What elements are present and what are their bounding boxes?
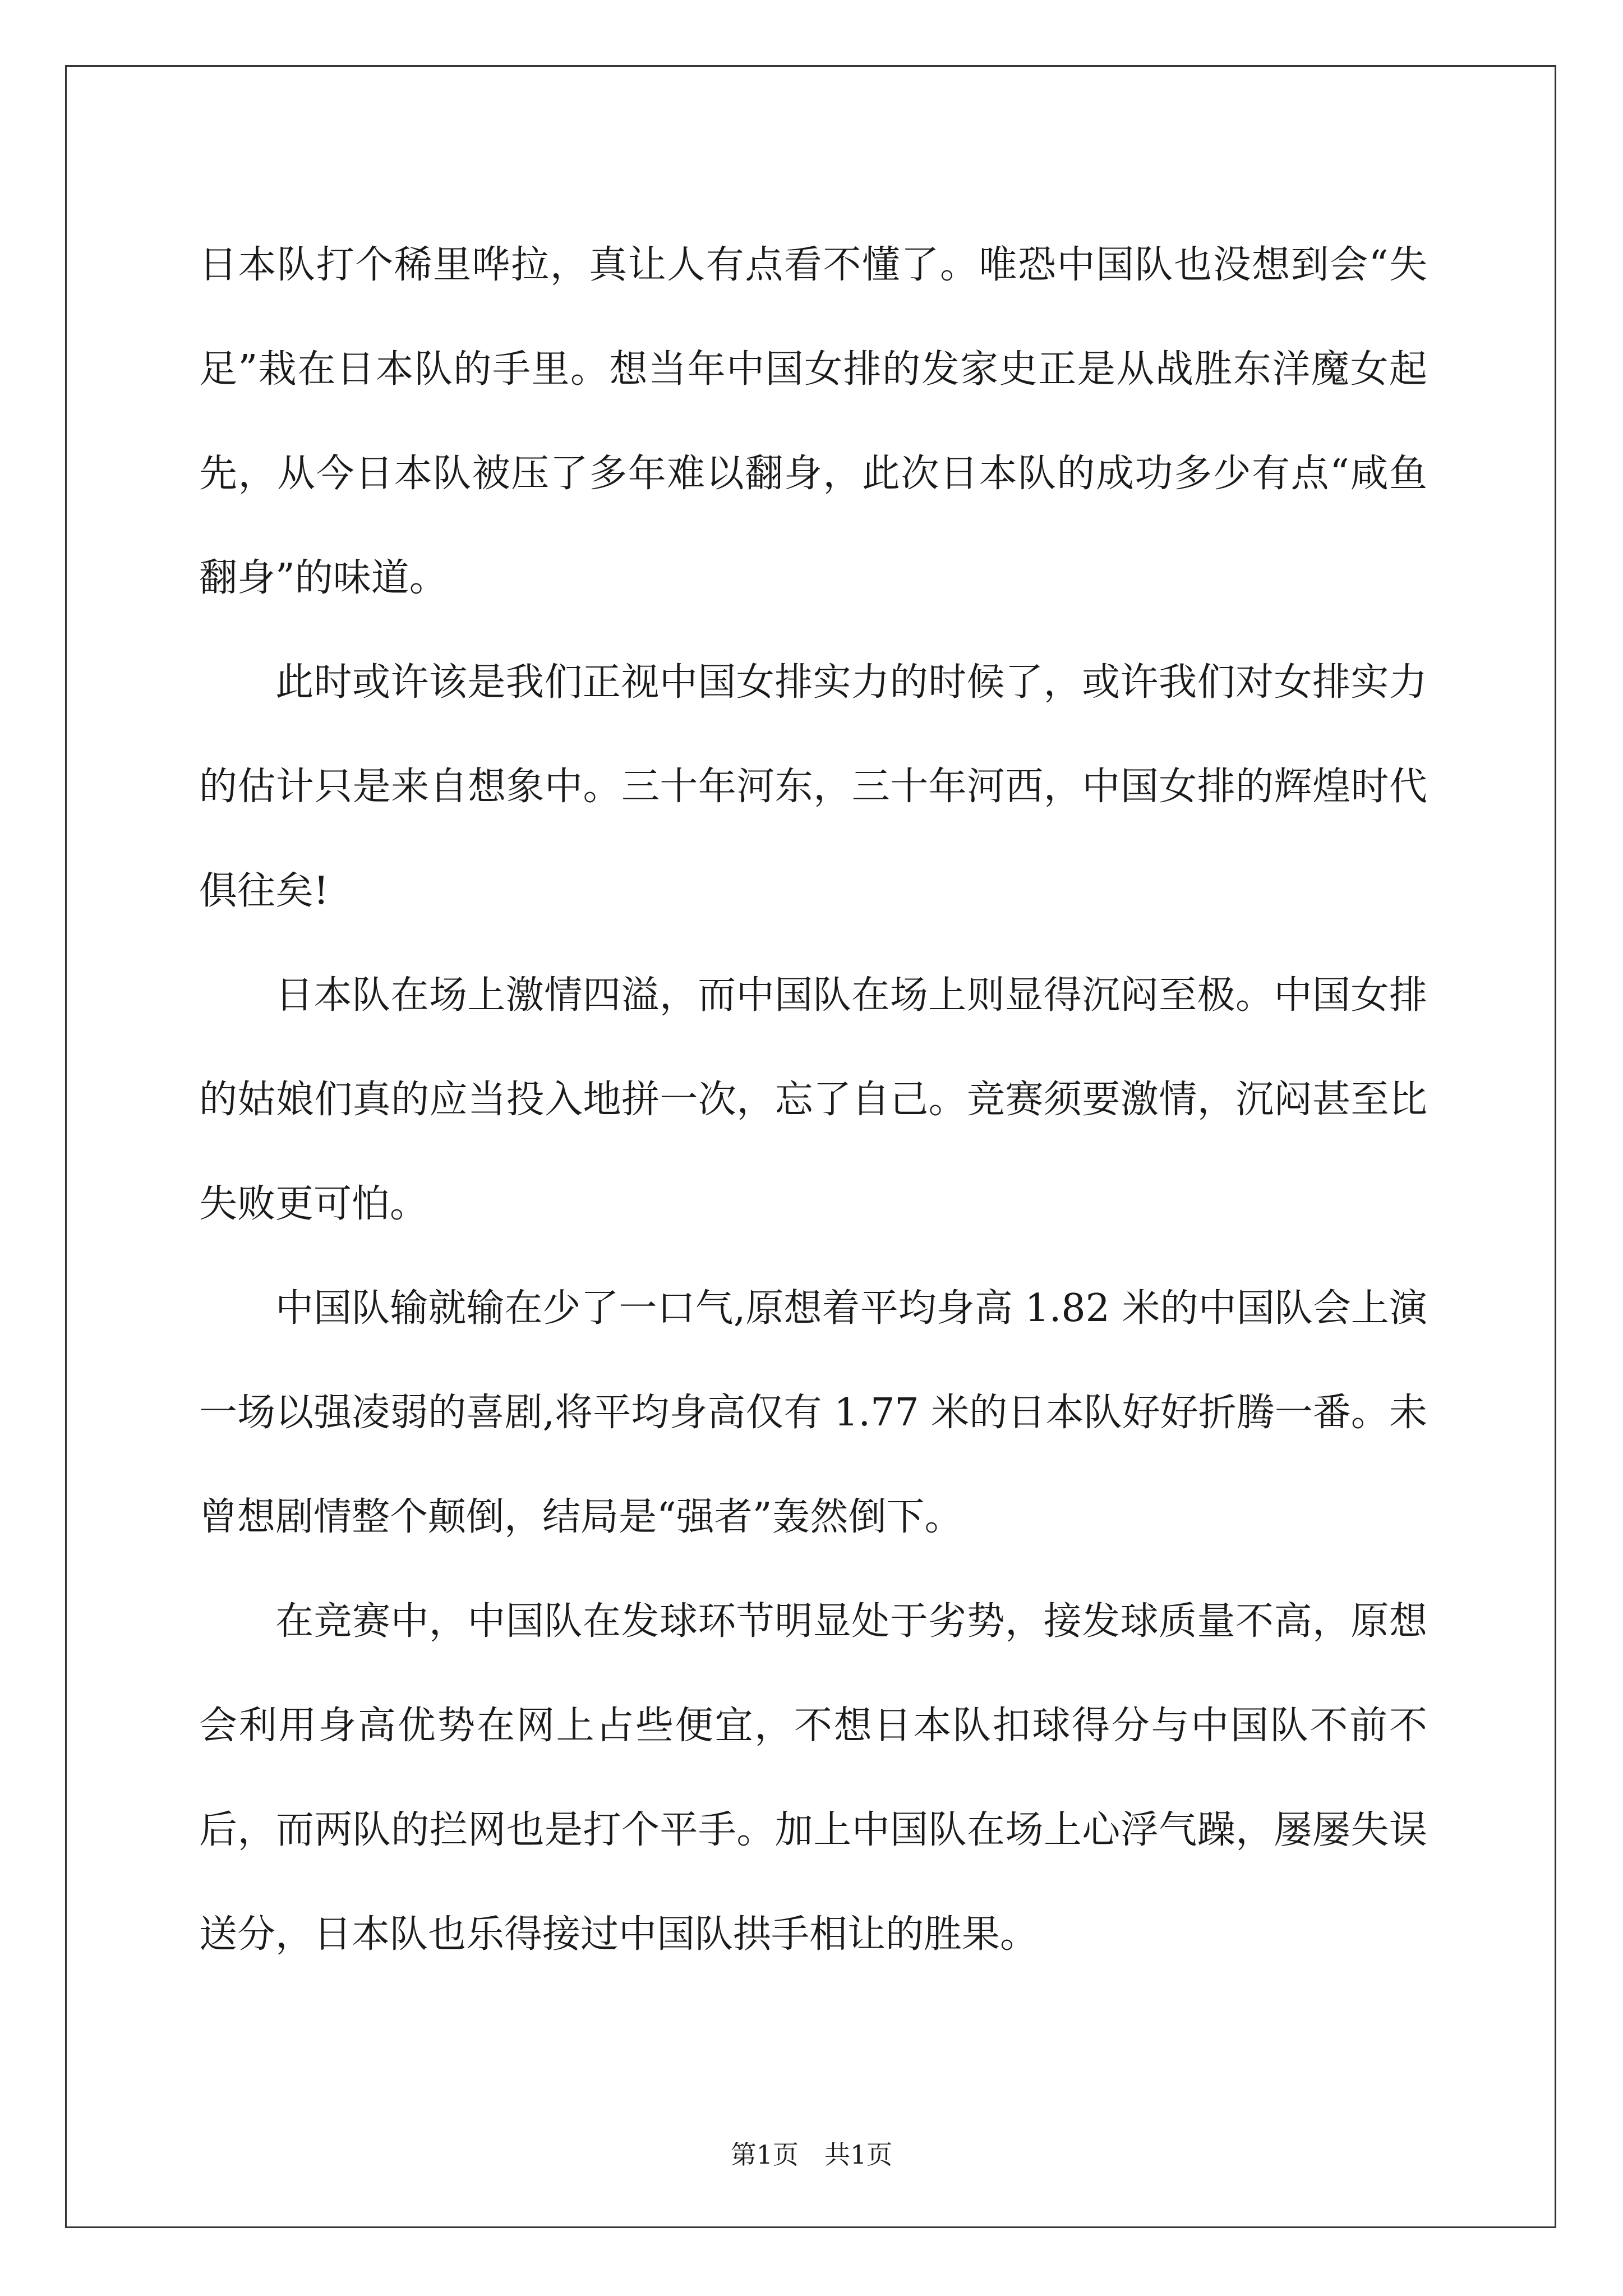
paragraph: 日本队打个稀里哗拉，真让人有点看不懂了。唯恐中国队也没想到会“失足”栽在日本队的手里。想当年中国女排的发家史正是从战胜东洋魔女起先，从今日本队被压了多年难以翻身，此次日本队的成功多少有点“咸鱼翻身”的味道。 [199, 243, 1427, 600]
paragraph: 日本队在场上激情四溢，而中国队在场上则显得沉闷至极。中国女排的姑娘们真的应当投入地拼一次，忘了自己。竞赛须要激情，沉闷甚至比失败更可怕。 [199, 973, 1427, 1226]
document-body [199, 213, 1427, 1987]
paragraph: 中国队输就输在少了一口气,原想着平均身高 1.82 米的中国队会上演一场以强凌弱的喜剧,将平均身高仅有 1.77 米的日本队好好折腾一番。未曾想剧情整个颠倒，结局是“强者”轰然倒下。 [199, 1286, 1427, 1539]
page-footer: 第1页 共1页 [730, 2139, 893, 2170]
paragraph: 此时或许该是我们正视中国女排实力的时候了，或许我们对女排实力的估计只是来自想象中。三十年河东，三十年河西，中国女排的辉煌时代俱往矣! [199, 660, 1427, 913]
paragraph: 在竞赛中，中国队在发球环节明显处于劣势，接发球质量不高，原想会利用身高优势在网上占些便宜，不想日本队扣球得分与中国队不前不后，而两队的拦网也是打个平手。加上中国队在场上心浮气躁，屡屡失误送分，日本队也乐得接过中国队拱手相让的胜果。 [199, 1599, 1427, 1957]
